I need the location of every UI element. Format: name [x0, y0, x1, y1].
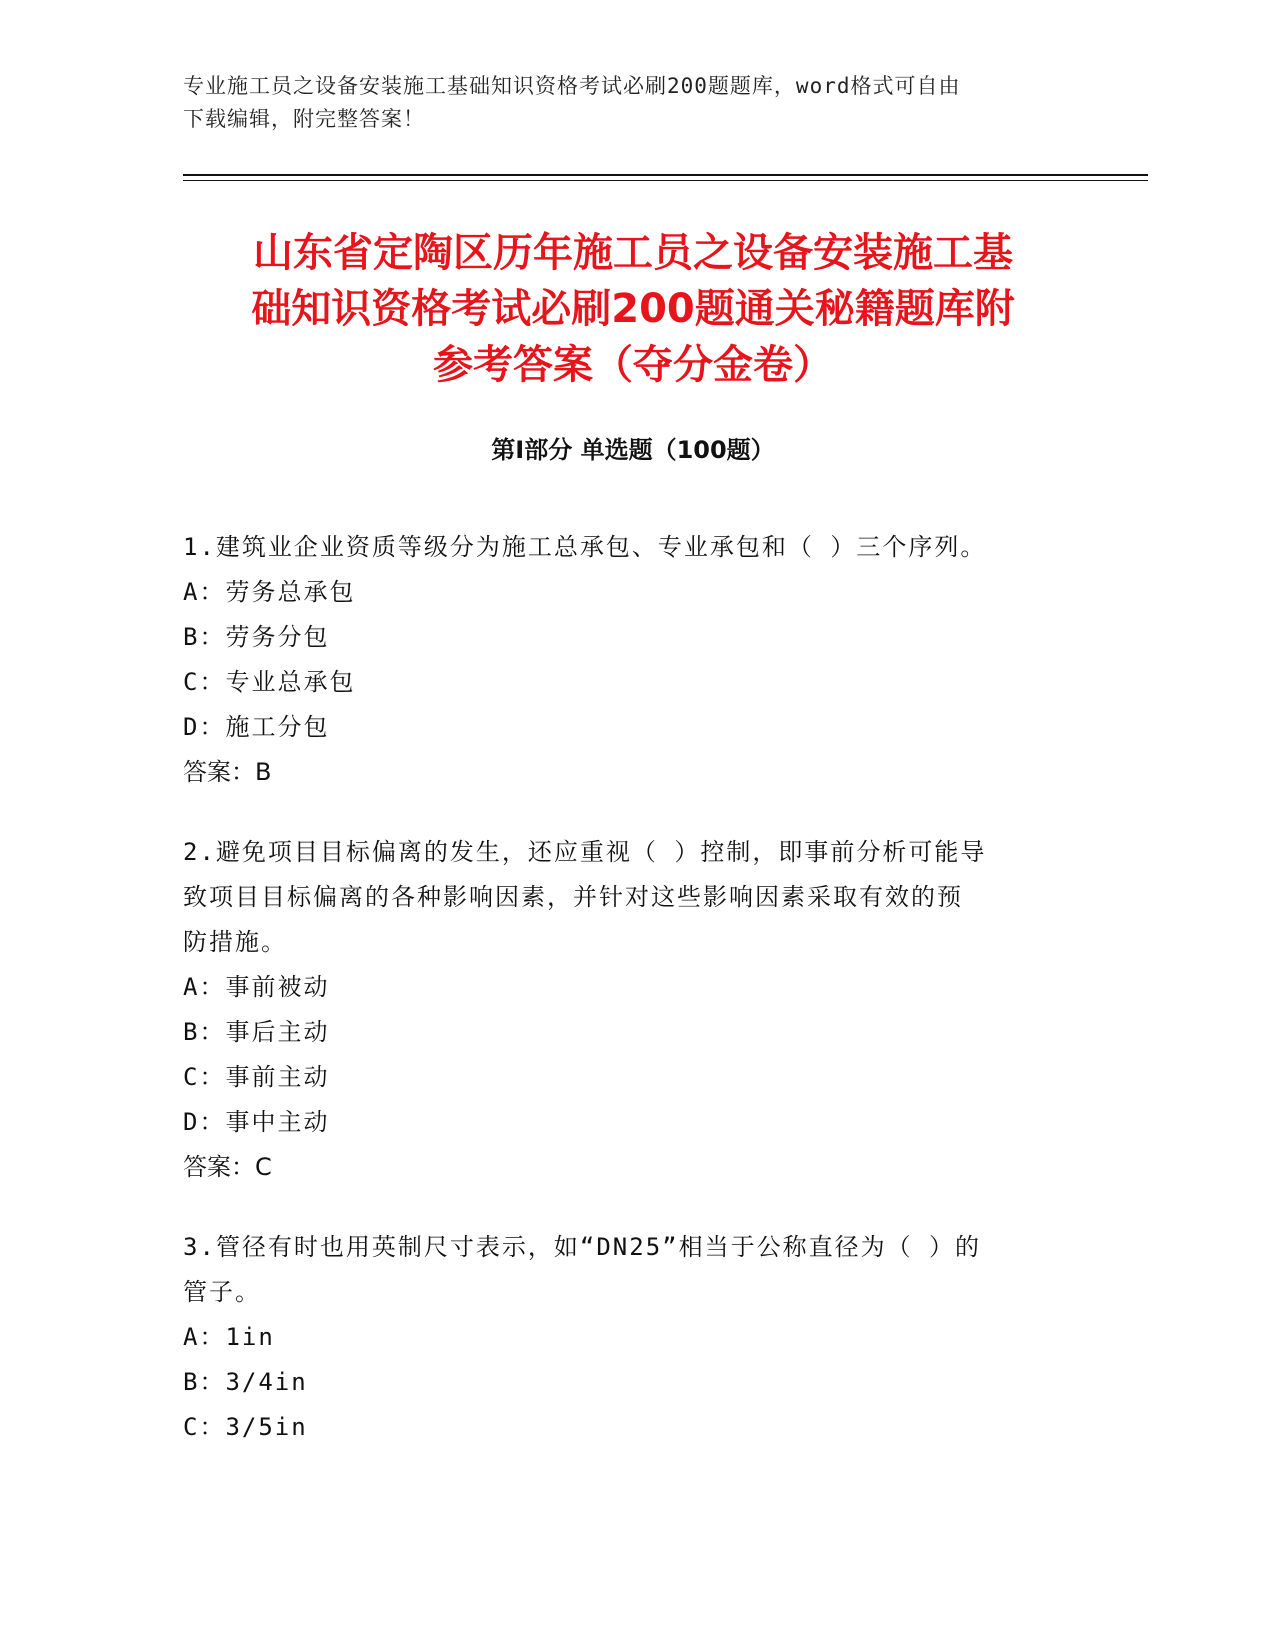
option-b: B：3/4in — [183, 1368, 308, 1396]
question-stem: 管子。 — [183, 1278, 261, 1306]
question-stem: 3.管径有时也用英制尺寸表示，如“DN25”相当于公称直径为（ ）的 — [183, 1233, 982, 1261]
question-list — [183, 525, 1063, 1485]
header-note-line: 专业施工员之设备安装施工基础知识资格考试必刷200题题库，word格式可自由 — [183, 74, 961, 98]
option-b: B：事后主动 — [183, 1018, 330, 1046]
question-stem: 致项目目标偏离的各种影响因素，并针对这些影响因素采取有效的预 — [183, 883, 963, 911]
option-b: B：劳务分包 — [183, 623, 330, 651]
section-heading: 第Ⅰ部分 单选题（100题） — [491, 436, 775, 464]
option-d: D：施工分包 — [183, 713, 330, 741]
option-a: A：1in — [183, 1323, 275, 1351]
header-note — [183, 70, 1063, 136]
option-c: C：专业总承包 — [183, 668, 356, 696]
option-c: C：事前主动 — [183, 1063, 330, 1091]
question-stem: 1.建筑业企业资质等级分为施工总承包、专业承包和（ ）三个序列。 — [183, 533, 987, 561]
option-a: A：劳务总承包 — [183, 578, 356, 606]
answer-line: 答案：C — [183, 1153, 272, 1181]
option-d: D：事中主动 — [183, 1108, 330, 1136]
option-c: C：3/5in — [183, 1413, 308, 1441]
document-title — [183, 225, 1083, 393]
header-note-line: 下载编辑，附完整答案！ — [183, 107, 425, 131]
header-rule-thick — [183, 174, 1148, 176]
question-stem: 2.避免项目目标偏离的发生，还应重视（ ）控制，即事前分析可能导 — [183, 838, 987, 866]
question-2 — [183, 830, 1063, 1190]
question-3 — [183, 1225, 1063, 1450]
option-a: A：事前被动 — [183, 973, 330, 1001]
title-line: 山东省定陶区历年施工员之设备安装施工基 — [253, 230, 1013, 276]
header-rule-thin — [183, 180, 1148, 181]
title-line: 参考答案（夺分金卷） — [433, 342, 833, 388]
answer-line: 答案：B — [183, 758, 272, 786]
title-line: 础知识资格考试必刷200题通关秘籍题库附 — [251, 286, 1015, 332]
question-stem: 防措施。 — [183, 928, 287, 956]
question-1 — [183, 525, 1063, 795]
